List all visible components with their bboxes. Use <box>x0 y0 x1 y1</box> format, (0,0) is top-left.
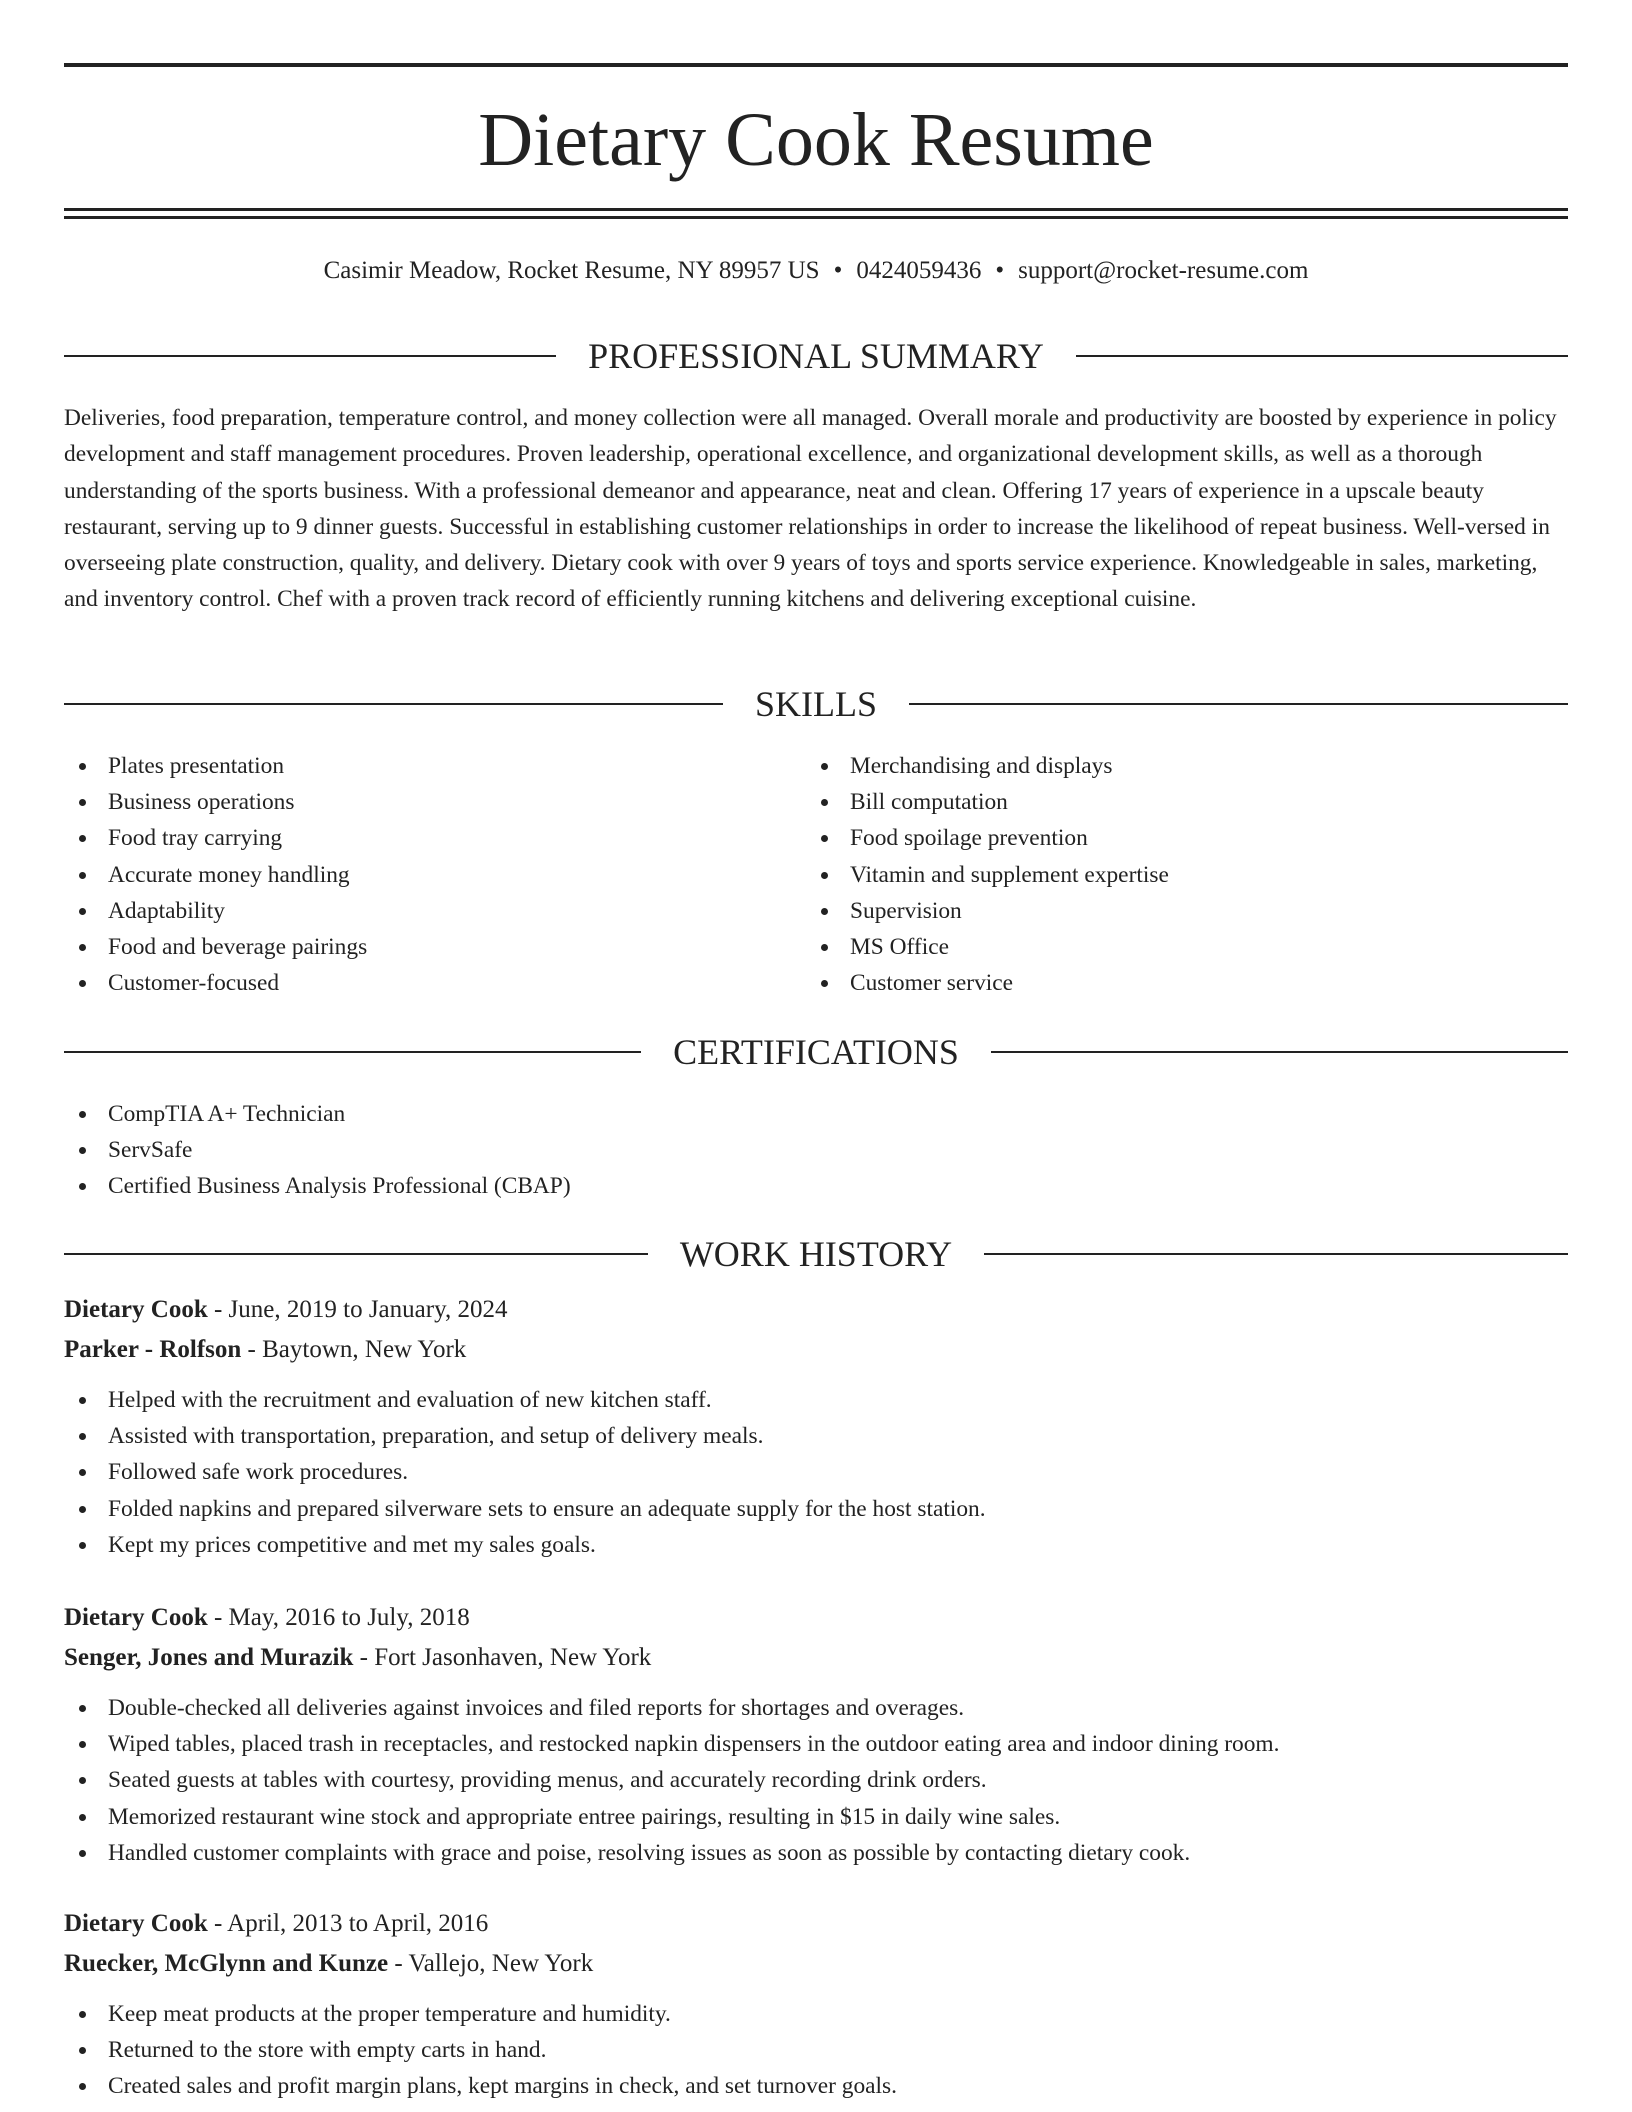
list-item: Food spoilage prevention <box>806 820 1506 856</box>
certifications-list <box>64 1096 1568 1205</box>
job-role: Dietary Cook <box>64 1604 208 1631</box>
contact-separator: • <box>995 257 1005 284</box>
heading-rule-right <box>909 703 1568 705</box>
job-dates: - May, 2016 to July, 2018 <box>207 1604 470 1631</box>
list-item: Food tray carrying <box>64 820 764 856</box>
list-item: Double-checked all deliveries against invoices and filed reports for shortages and overages. <box>64 1690 1568 1726</box>
contact-phone: 0424059436 <box>856 257 982 284</box>
summary-heading-row <box>64 334 1568 378</box>
contact-email: support@rocket-resume.com <box>1018 257 1309 284</box>
certifications-heading: CERTIFICATIONS <box>673 1032 959 1072</box>
list-item: Assisted with transportation, preparation, and setup of delivery meals. <box>64 1418 1568 1454</box>
list-item: Helped with the recruitment and evaluation of new kitchen staff. <box>64 1382 1568 1418</box>
job-company: Parker - Rolfson <box>64 1336 242 1363</box>
list-item: Kept my prices competitive and met my sales goals. <box>64 1527 1568 1563</box>
list-item: Business operations <box>64 784 764 820</box>
list-item: Returned to the store with empty carts in hand. <box>64 2032 1568 2068</box>
list-item: Plates presentation <box>64 748 764 784</box>
heading-rule-right <box>984 1253 1568 1255</box>
list-item: Customer-focused <box>64 965 764 1001</box>
job-company-line <box>64 1944 1568 1984</box>
job-dates: - April, 2013 to April, 2016 <box>207 1910 489 1937</box>
job-location: - Vallejo, New York <box>388 1950 594 1977</box>
list-item: Memorized restaurant wine stock and appropriate entree pairings, resulting in $15 in daily wine sales. <box>64 1799 1568 1835</box>
skills-right-column <box>806 748 1506 1001</box>
job-location: - Baytown, New York <box>241 1336 467 1363</box>
certifications-block <box>64 1096 1568 1205</box>
list-item: Wiped tables, placed trash in receptacles, and restocked napkin dispensers in the outdoor eating area and indoor dining room. <box>64 1726 1568 1762</box>
contact-address: Casimir Meadow, Rocket Resume, NY 89957 US <box>323 257 820 284</box>
certifications-heading-row <box>64 1030 1568 1074</box>
job-company-line <box>64 1638 1568 1678</box>
list-item: ServSafe <box>64 1132 1568 1168</box>
skills-heading: SKILLS <box>755 684 878 724</box>
list-item: Keep meat products at the proper temperature and humidity. <box>64 1996 1568 2032</box>
work-heading: WORK HISTORY <box>679 1234 953 1274</box>
top-rule <box>64 63 1568 67</box>
list-item: Customer service <box>806 965 1506 1001</box>
job-dates: - June, 2019 to January, 2024 <box>207 1296 508 1323</box>
list-item: Created sales and profit margin plans, kept margins in check, and set turnover goals. <box>64 2068 1568 2104</box>
summary-text: Deliveries, food preparation, temperature control, and money collection were all managed. Overall morale and productivity are boosted by experience in policy development and staff management procedures. Proven leadership, operational excellence, and organizational development skills, as well as a thorough understanding of the sports business. With a professional demeanor and appearance, neat and clean. Offering 17 years of experience in a upscale beauty restaurant, serving up to 9 dinner guests. Successful in establishing customer relationships in order to increase the likelihood of repeat business. Well-versed in overseeing plate construction, quality, and delivery. Dietary cook with over 9 years of toys and sports service experience. Knowledgeable in sales, marketing, and inventory control. Chef with a proven track record of efficiently running kitchens and delivering exceptional cuisine. <box>64 405 1557 613</box>
title-double-rule <box>64 208 1568 219</box>
list-item: Food and beverage pairings <box>64 929 764 965</box>
job-title-line <box>64 1598 1568 1638</box>
list-item: CompTIA A+ Technician <box>64 1096 1568 1132</box>
job-company: Senger, Jones and Murazik <box>64 1644 354 1671</box>
job-entry <box>64 1290 1568 1563</box>
list-item: MS Office <box>806 929 1506 965</box>
summary-heading: PROFESSIONAL SUMMARY <box>588 336 1044 376</box>
list-item: Vitamin and supplement expertise <box>806 857 1506 893</box>
heading-rule-left <box>64 703 723 705</box>
list-item: Followed safe work procedures. <box>64 1454 1568 1490</box>
job-company: Ruecker, McGlynn and Kunze <box>64 1950 389 1977</box>
job-title-line <box>64 1290 1568 1330</box>
list-item: Seated guests at tables with courtesy, providing menus, and accurately recording drink orders. <box>64 1762 1568 1798</box>
job-role: Dietary Cook <box>64 1910 208 1937</box>
job-bullets <box>64 1996 1568 2105</box>
skills-heading-row <box>64 682 1568 726</box>
job-location: - Fort Jasonhaven, New York <box>353 1644 652 1671</box>
work-heading-row <box>64 1232 1568 1276</box>
heading-rule-right <box>991 1051 1568 1053</box>
list-item: Adaptability <box>64 893 764 929</box>
skills-left-list <box>64 748 764 1001</box>
job-bullets <box>64 1382 1568 1563</box>
contact-line <box>64 254 1568 288</box>
contact-separator: • <box>833 257 843 284</box>
list-item: Certified Business Analysis Professional (CBAP) <box>64 1168 1568 1204</box>
list-item: Handled customer complaints with grace and poise, resolving issues as soon as possible by contacting dietary cook. <box>64 1835 1568 1871</box>
job-company-line <box>64 1330 1568 1370</box>
heading-rule-left <box>64 355 556 357</box>
list-item: Accurate money handling <box>64 857 764 893</box>
job-bullets <box>64 1690 1568 1871</box>
heading-rule-left <box>64 1253 648 1255</box>
resume-title: Dietary Cook Resume <box>478 98 1154 182</box>
heading-rule-left <box>64 1051 641 1053</box>
list-item: Merchandising and displays <box>806 748 1506 784</box>
heading-rule-right <box>1076 355 1568 357</box>
job-entry <box>64 1598 1568 1871</box>
job-role: Dietary Cook <box>64 1296 208 1323</box>
job-title-line <box>64 1904 1568 1944</box>
list-item: Bill computation <box>806 784 1506 820</box>
job-entry <box>64 1904 1568 2105</box>
skills-right-list <box>806 748 1506 1001</box>
skills-left-column <box>64 748 764 1001</box>
list-item: Folded napkins and prepared silverware sets to ensure an adequate supply for the host station. <box>64 1491 1568 1527</box>
list-item: Supervision <box>806 893 1506 929</box>
